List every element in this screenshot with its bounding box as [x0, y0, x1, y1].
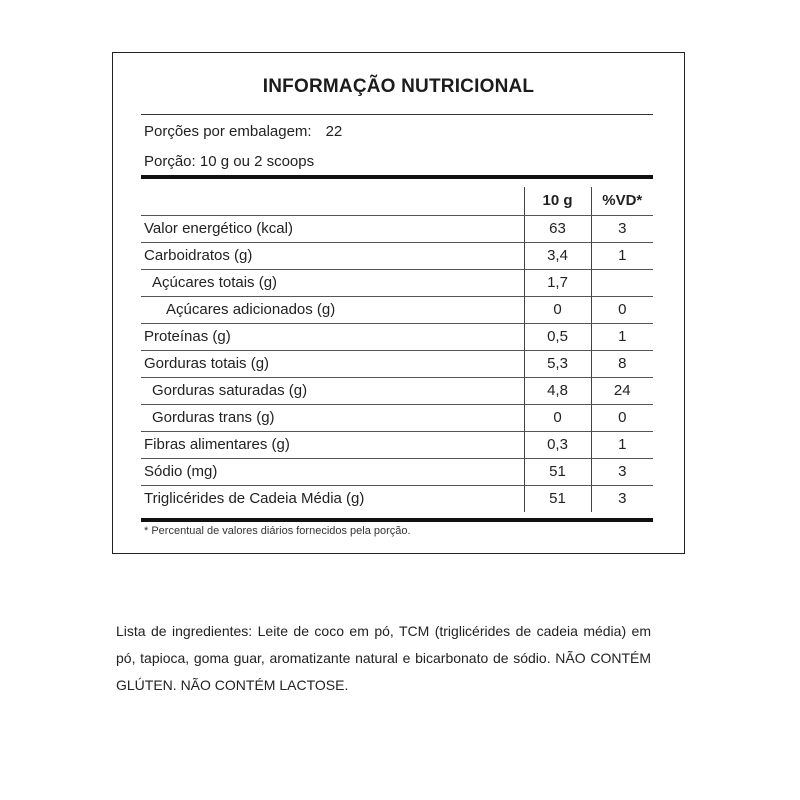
nutrient-name: Açúcares totais (g) [152, 274, 278, 291]
nutrient-amount: 0,5 [524, 323, 591, 350]
servings-per-package [144, 123, 342, 140]
nutrient-name: Valor energético (kcal) [144, 220, 293, 237]
nutrition-facts-label [112, 52, 685, 554]
label-title: INFORMAÇÃO NUTRICIONAL [262, 76, 535, 97]
nutrient-daily-value: 0 [591, 296, 653, 323]
nutrient-amount: 0,3 [524, 431, 591, 458]
table-row [141, 350, 653, 377]
thick-divider [141, 175, 653, 179]
nutrient-amount: 51 [524, 485, 591, 512]
table-row [141, 242, 653, 269]
nutrient-daily-value: 1 [591, 242, 653, 269]
nutrient-amount: 5,3 [524, 350, 591, 377]
header-blank [141, 187, 524, 215]
nutrient-daily-value: 1 [591, 431, 653, 458]
nutrient-amount: 3,4 [524, 242, 591, 269]
ingredients-list: Lista de ingredientes: Leite de coco em pó, TCM (triglicérides de cadeia média) em pó, tapioca, goma guar, aromatizante natural e bicarbonato de sódio. NÃO CONTÉM GLÚTEN. NÃO CONTÉM LACTOSE. [116, 623, 651, 693]
nutrient-name: Sódio (mg) [144, 463, 218, 480]
nutrient-daily-value: 3 [591, 485, 653, 512]
table-row [141, 377, 653, 404]
nutrient-daily-value: 1 [591, 323, 653, 350]
nutrient-daily-value: 3 [591, 458, 653, 485]
nutrient-amount: 1,7 [524, 269, 591, 296]
nutrient-name: Triglicérides de Cadeia Média (g) [144, 490, 365, 508]
header-amount: 10 g [524, 187, 591, 215]
table-row [141, 485, 653, 512]
servings-label: Porções por embalagem: [144, 123, 312, 140]
table-row [141, 215, 653, 242]
nutrient-name: Gorduras totais (g) [144, 355, 270, 372]
nutrient-name: Açúcares adicionados (g) [166, 301, 336, 318]
divider [141, 114, 653, 115]
nutrient-daily-value: 24 [591, 377, 653, 404]
nutrient-name: Fibras alimentares (g) [144, 436, 290, 453]
nutrient-amount: 0 [524, 404, 591, 431]
nutrient-name: Carboidratos (g) [144, 247, 253, 264]
header-daily-value: %VD* [591, 187, 653, 215]
table-row [141, 296, 653, 323]
table-row [141, 458, 653, 485]
table-row [141, 431, 653, 458]
nutrient-amount: 51 [524, 458, 591, 485]
table-row [141, 269, 653, 296]
thick-divider [141, 518, 653, 522]
nutrient-daily-value [591, 269, 653, 296]
nutrient-name: Gorduras saturadas (g) [152, 382, 308, 399]
nutrient-amount: 0 [524, 296, 591, 323]
nutrient-name: Gorduras trans (g) [152, 409, 275, 426]
table-header-row [141, 187, 653, 215]
nutrient-daily-value: 0 [591, 404, 653, 431]
nutrition-table [141, 187, 653, 512]
nutrient-daily-value: 3 [591, 215, 653, 242]
footnote: * Percentual de valores diários fornecidos pela porção. [144, 525, 411, 537]
nutrient-name: Proteínas (g) [144, 328, 231, 345]
table-row [141, 404, 653, 431]
nutrient-daily-value: 8 [591, 350, 653, 377]
portion-size: Porção: 10 g ou 2 scoops [144, 153, 315, 170]
table-row [141, 323, 653, 350]
nutrient-amount: 63 [524, 215, 591, 242]
nutrient-amount: 4,8 [524, 377, 591, 404]
servings-value: 22 [325, 123, 343, 140]
